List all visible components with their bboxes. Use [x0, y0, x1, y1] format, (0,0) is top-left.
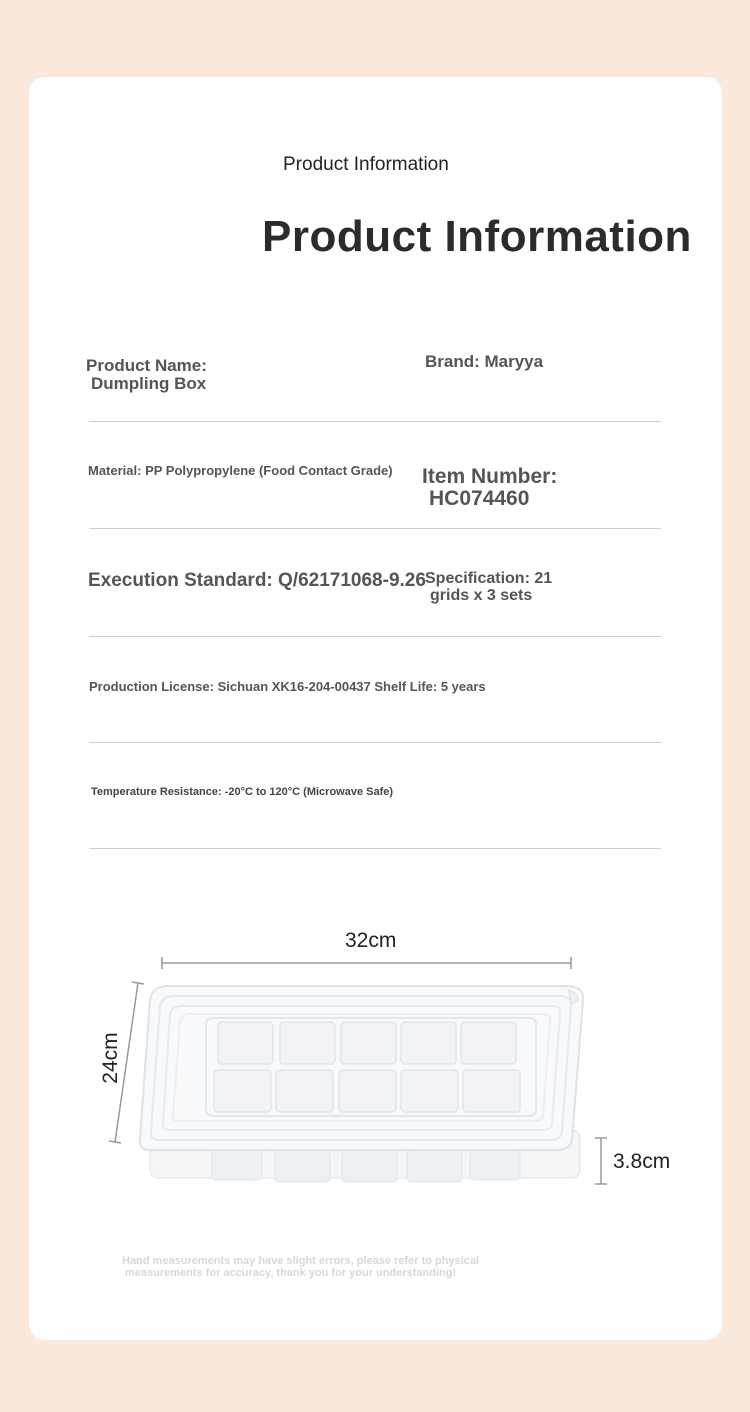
width-measure-line	[162, 957, 571, 969]
depth-measure-line	[109, 982, 144, 1143]
width-label: 32cm	[345, 929, 397, 952]
small-title: Product Information	[283, 154, 449, 175]
execution-standard: Execution Standard: Q/62171068-9.26	[88, 570, 426, 591]
page-title: Product Information	[262, 212, 692, 261]
depth-label: 24cm	[99, 1032, 122, 1084]
item-number-label: Item Number:	[422, 465, 558, 488]
product-name-label: Product Name:	[86, 356, 207, 375]
disclaimer-line-1: Hand measurements may have slight errors, please refer to physical	[122, 1255, 480, 1267]
height-label: 3.8cm	[613, 1150, 671, 1173]
height-measure-line	[595, 1138, 607, 1184]
specification-value: grids x 3 sets	[430, 586, 533, 604]
material: Material: PP Polypropylene (Food Contact Grade)	[88, 463, 393, 478]
item-number-value: HC074460	[429, 487, 530, 511]
specification-label: Specification: 21	[425, 570, 553, 587]
disclaimer-note	[122, 1256, 479, 1279]
production-license: Production License: Sichuan XK16-204-00437 Shelf Life: 5 years	[89, 679, 486, 694]
brand: Brand: Maryya	[425, 352, 544, 371]
disclaimer-line-2: measurements for accuracy, thank you for your understanding!	[125, 1266, 457, 1279]
product-name-value: Dumpling Box	[91, 373, 207, 393]
temperature-resistance: Temperature Resistance: -20°C to 120°C (Microwave Safe)	[91, 786, 394, 798]
box-lid	[140, 986, 583, 1150]
